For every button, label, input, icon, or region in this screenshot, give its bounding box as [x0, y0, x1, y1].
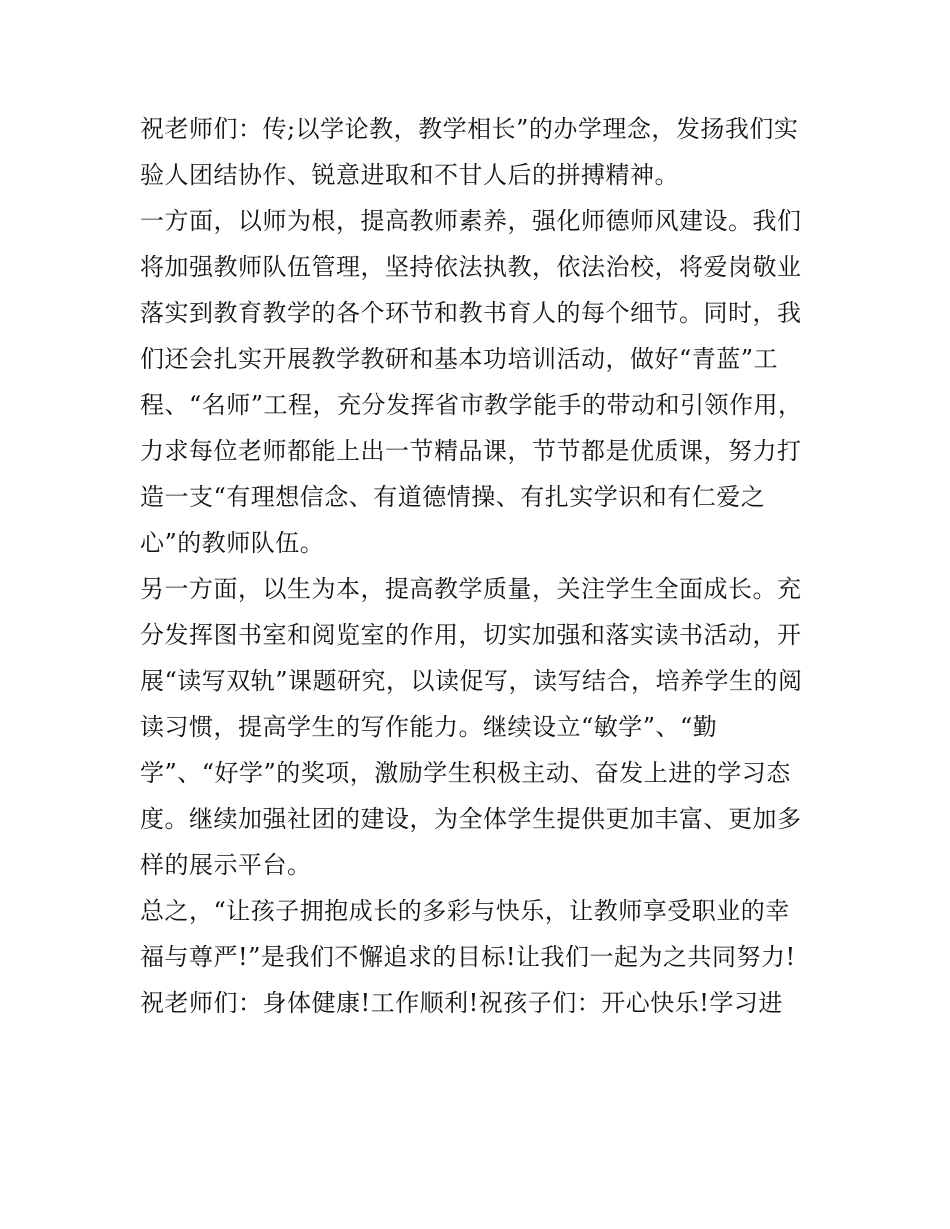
- text-line: 落实到教育教学的各个环节和教书育人的每个细节。同时，我: [140, 299, 802, 327]
- text-line: 造一支“有理想信念、有道德情操、有扎实学识和有仁爱之: [140, 483, 766, 511]
- text-line: 将加强教师队伍管理，坚持依法执教，依法治校，将爱岗敬业: [140, 253, 802, 281]
- text-line: 程、“名师”工程，充分发挥省市教学能手的带动和引领作用，: [140, 391, 803, 419]
- text-line: 们还会扎实开展教学教研和基本功培训活动，做好“青蓝”工: [140, 345, 779, 373]
- text-line: 分发挥图书室和阅览室的作用，切实加强和落实读书活动，开: [140, 621, 802, 649]
- text-line: 总之，“让孩子拥抱成长的多彩与快乐，让教师享受职业的幸: [140, 897, 790, 925]
- text-line: 一方面，以师为根，提高教师素养，强化师德师风建设。我们: [140, 207, 802, 235]
- text-line: 展“读写双轨”课题研究，以读促写，读写结合，培养学生的阅: [140, 667, 803, 695]
- text-line: 样的展示平台。: [140, 851, 312, 879]
- text-line: 福与尊严!”是我们不懈追求的目标!让我们一起为之共同努力!: [140, 943, 796, 971]
- text-line: 心”的教师队伍。: [140, 529, 325, 557]
- text-line: 祝老师们：传;以学论教，教学相长”的办学理念，发扬我们实: [140, 115, 799, 143]
- text-line: 力求每位老师都能上出一节精品课，节节都是优质课，努力打: [140, 437, 802, 465]
- text-line: 读习惯，提高学生的写作能力。继续设立“敏学”、“勤: [140, 713, 718, 741]
- text-line: 学”、“好学”的奖项，激励学生积极主动、奋发上进的学习态: [140, 759, 791, 787]
- text-line: 度。继续加强社团的建设，为全体学生提供更加丰富、更加多: [140, 805, 802, 833]
- text-line: 祝老师们：身体健康!工作顺利!祝孩子们：开心快乐!学习进: [140, 989, 783, 1017]
- text-line: 另一方面，以生为本，提高教学质量，关注学生全面成长。充: [140, 575, 802, 603]
- document-body: [140, 106, 820, 1026]
- text-line: 验人团结协作、锐意进取和不甘人后的拼搏精神。: [140, 161, 679, 189]
